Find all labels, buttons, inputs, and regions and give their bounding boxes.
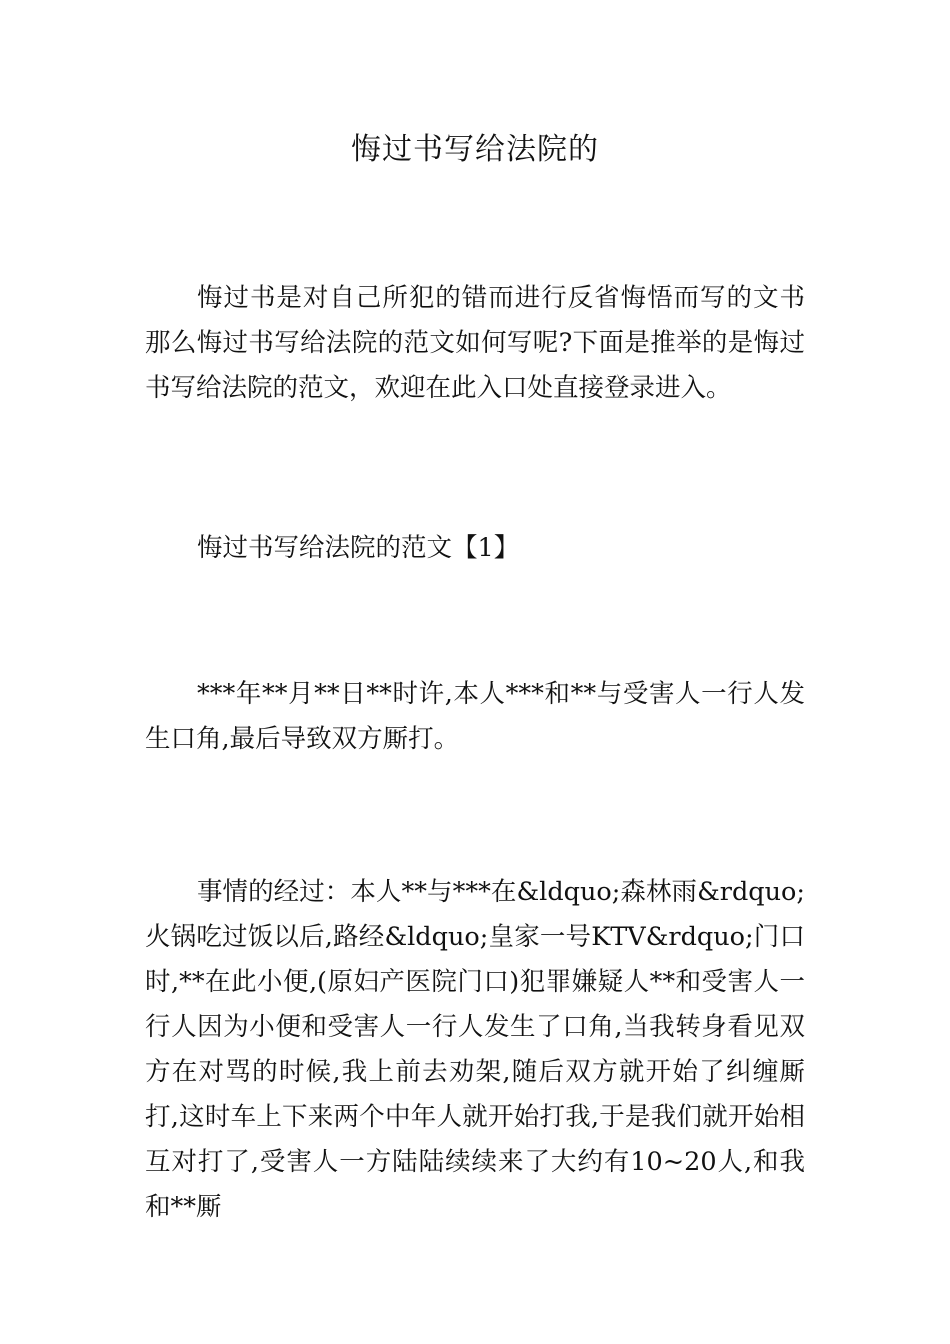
document-title: 悔过书写给法院的: [351, 132, 599, 167]
intro-paragraph: 悔过书是对自己所犯的错而进行反省悔悟而写的文书那么悔过书写给法院的范文如何写呢?下面是推举的是悔过书写给法院的范文，欢迎在此入口处直接登录进入。: [145, 283, 805, 403]
body-paragraph: 事情的经过：本人**与***在&ldquo;森林雨&rdquo;火锅吃过饭以后,路经&ldquo;皇家一号KTV&rdquo;门口时,**在此小便,(原妇产医院门口)犯罪嫌疑人**和受害人一行人因为小便和受害人一行人发生了口角,当我转身看见双方在对骂的时候,我上前去劝架,随后双方就开始了纠缠厮打,这时车上下来两个中年人就开始打我,于是我们就开始相互对打了,受害人一方陆陆续续来了大约有10~20人,和我和**厮: [145, 877, 805, 1222]
body-paragraph: ***年**月**日**时许,本人***和**与受害人一行人发生口角,最后导致双方厮打。: [145, 679, 805, 754]
section-heading: 悔过书写给法院的范文【1】: [197, 533, 520, 563]
